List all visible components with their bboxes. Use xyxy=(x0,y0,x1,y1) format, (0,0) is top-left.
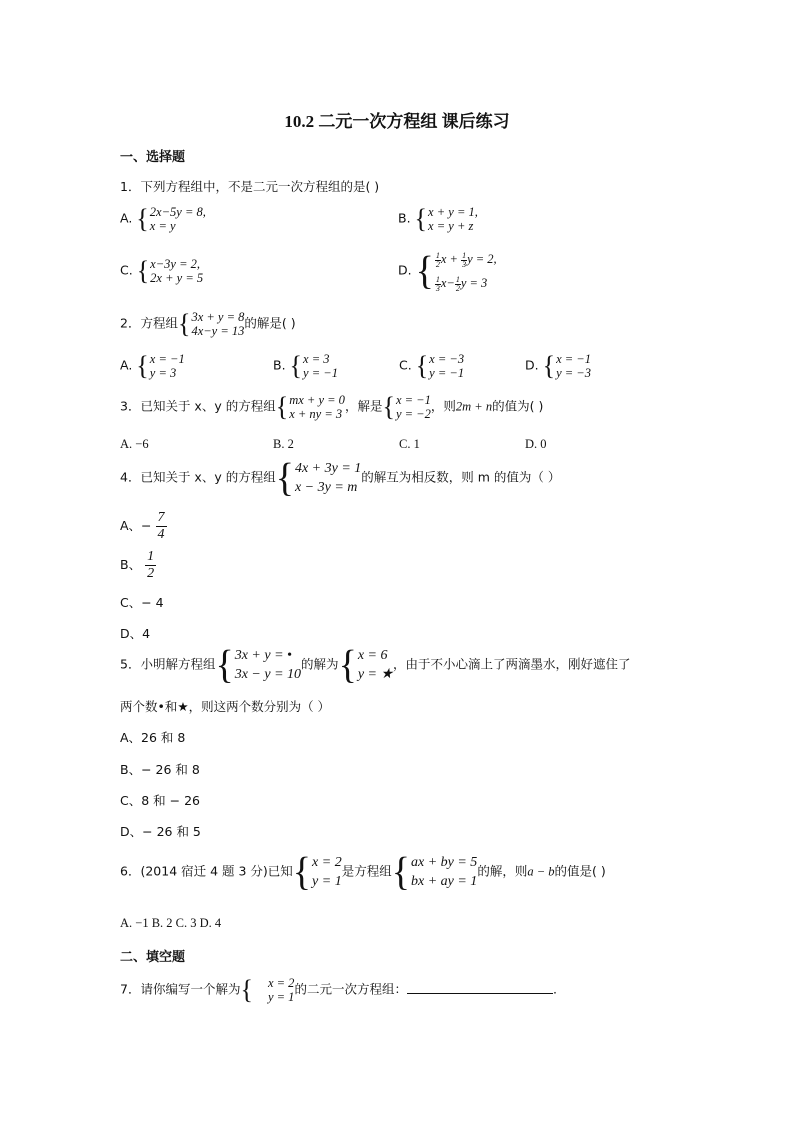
equation-line: x−3y = 2, xyxy=(150,257,201,271)
fraction: $\frac{1}{3}$ xyxy=(435,274,440,293)
equation-line: 2x + y = 5 xyxy=(150,271,204,285)
q3-option-b[interactable]: B. 2 xyxy=(273,437,294,451)
brace-icon: { xyxy=(136,350,149,381)
fraction: $\frac{1}{2}$ xyxy=(455,274,460,293)
brace-icon: { xyxy=(275,391,289,422)
fraction: $\frac{1}{2}$ xyxy=(435,250,440,269)
brace-icon: { xyxy=(415,248,434,294)
question-5-stem-line2: 两个数•和★，则这两个数分别为（ ） xyxy=(120,699,331,714)
brace-icon: { xyxy=(215,642,234,688)
equation-system: { mx + y = 0 x + ny = 3 xyxy=(275,391,345,422)
question-3-stem: 3．已知关于 x、y 的方程组 { mx + y = 0 x + ny = 3 ，解是 { x = −1 y = −2 ，则2m + n的值为( ) xyxy=(120,391,544,422)
equation-system: { ax + by = 5 bx + ay = 1 xyxy=(391,849,478,895)
question-7-stem: 7．请你编写一个解为 { x = 2 y = 1 的二元一次方程组： . xyxy=(120,974,557,1005)
brace-icon: { xyxy=(415,350,429,381)
brace-icon: { xyxy=(292,849,312,895)
equation-system: { 3x + y = 8 4x−y = 13 xyxy=(177,308,245,339)
brace-icon: { xyxy=(240,974,253,1005)
equation-system xyxy=(415,205,478,233)
equation-line: $\frac{1}{2}$ x + $\frac{1}{3}$ y = 2, xyxy=(435,250,497,269)
q5-option-b[interactable]: B、− 26 和 8 xyxy=(120,762,200,777)
q2-option-a[interactable]: A. { x = −1 y = 3 xyxy=(120,350,185,381)
solution-system: { x = 2 y = 1 xyxy=(292,849,342,895)
brace-icon: { xyxy=(136,255,150,286)
q6-options[interactable]: A. −1 B. 2 C. 3 D. 4 xyxy=(120,916,222,930)
option-label: A. xyxy=(120,210,133,226)
q2-option-c[interactable]: C. { x = −3 y = −1 xyxy=(399,350,465,381)
fraction: $\frac{1}{3}$ xyxy=(462,250,467,269)
q5-option-a[interactable]: A、26 和 8 xyxy=(120,730,186,745)
brace-icon: { xyxy=(382,391,395,422)
equation-system: { 4x + 3y = 1 x − 3y = m xyxy=(275,455,362,501)
option-label: C. xyxy=(120,262,133,278)
q5-option-d[interactable]: D、− 26 和 5 xyxy=(120,824,201,839)
q5-option-c[interactable]: C、8 和 − 26 xyxy=(120,793,200,808)
equation-line: $\frac{1}{3}$ x− $\frac{1}{2}$ y = 3 xyxy=(435,274,488,293)
q1-option-d[interactable] xyxy=(398,247,497,295)
equation-system xyxy=(416,247,497,295)
brace-icon: { xyxy=(289,350,303,381)
answer-blank[interactable] xyxy=(407,981,553,994)
equation-system xyxy=(136,205,206,233)
page-title: 10.2 二元一次方程组 课后练习 xyxy=(284,112,510,131)
q1-option-b[interactable] xyxy=(398,205,478,233)
solution-system: { x = 6 y = ★ xyxy=(338,642,394,688)
brace-icon: { xyxy=(338,642,357,688)
question-4-stem: 4．已知关于 x、y 的方程组 { 4x + 3y = 1 x − 3y = m 的解互为相反数，则 m 的值为（ ） xyxy=(120,455,561,501)
equation-line: 2x−5y = 8, xyxy=(149,205,206,219)
q1-option-a[interactable] xyxy=(120,205,206,233)
q4-option-d[interactable]: D、4 xyxy=(120,626,151,641)
fraction: $\frac{1}{2}$ xyxy=(147,549,155,581)
q3-option-a[interactable]: A. −6 xyxy=(120,437,149,451)
question-1-stem: 1．下列方程组中，不是二元一次方程组的是( ) xyxy=(120,179,380,194)
q4-option-c[interactable]: C、− 4 xyxy=(120,595,164,610)
q4-option-a[interactable]: A、− $\frac{7}{4}$ xyxy=(120,510,165,542)
brace-icon: { xyxy=(542,350,556,381)
q4-option-b[interactable]: B、 $\frac{1}{2}$ xyxy=(120,549,155,581)
solution-system: { x = −1 y = −2 xyxy=(382,391,431,422)
brace-icon: { xyxy=(136,203,149,234)
brace-icon: { xyxy=(275,455,294,501)
section-heading-choice: 一、选择题 xyxy=(120,150,186,165)
solution-system: { x = 2 y = 1 xyxy=(240,974,295,1005)
question-6-stem: 6．(2014 宿迁 4 题 3 分)已知 { x = 2 y = 1 是方程组 { ax + by = 5 bx + ay = 1 的解，则a − b的值是( ) xyxy=(120,849,606,895)
q2-option-d[interactable]: D. { x = −1 y = −3 xyxy=(525,350,591,381)
equation-system xyxy=(137,257,203,285)
q3-option-d[interactable]: D. 0 xyxy=(525,437,547,451)
section-heading-fill: 二、填空题 xyxy=(120,950,186,965)
fraction: $\frac{7}{4}$ xyxy=(157,510,165,542)
brace-icon: { xyxy=(177,308,191,339)
brace-icon: { xyxy=(414,203,428,234)
option-label: D. xyxy=(398,262,412,278)
equation-system: { 3x + y = • 3x − y = 10 xyxy=(215,642,302,688)
option-label: B. xyxy=(398,210,411,226)
question-5-stem: 5．小明解方程组 { 3x + y = • 3x − y = 10 的解为 { x = 6 y = ★ ，由于不小心滴上了两滴墨水，刚好遮住了 xyxy=(120,642,631,688)
q1-option-c[interactable] xyxy=(120,257,203,285)
equation-line: x = y + z xyxy=(428,219,474,233)
q2-option-b[interactable]: B. { x = 3 y = −1 xyxy=(273,350,338,381)
question-2-stem: 2．方程组 { 3x + y = 8 4x−y = 13 的解是( ) xyxy=(120,308,296,339)
brace-icon: { xyxy=(391,849,410,895)
equation-line: x = y xyxy=(149,219,176,233)
equation-line: x + y = 1, xyxy=(428,205,478,219)
q3-option-c[interactable]: C. 1 xyxy=(399,437,420,451)
